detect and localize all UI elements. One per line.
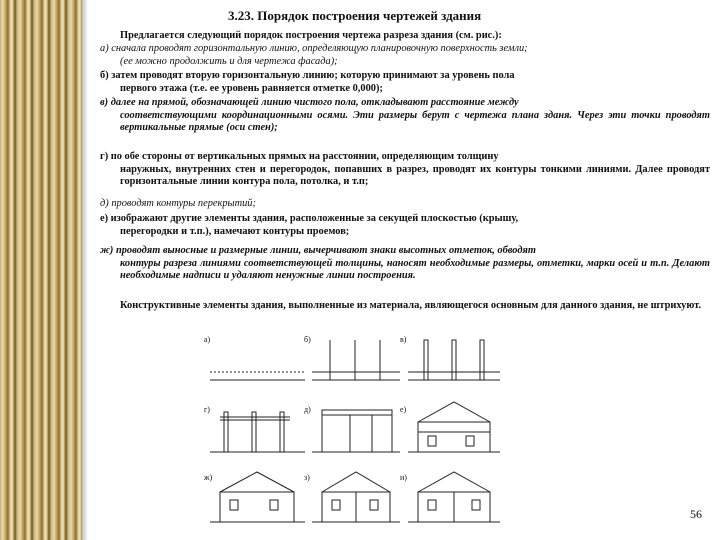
page-number: 56	[690, 507, 702, 521]
fig-label-z: з)	[304, 473, 310, 482]
fig-label-v: в)	[400, 335, 407, 344]
fig-label-zh: ж)	[204, 473, 213, 482]
item-zh: ж) проводят выносные и размерные линии, вычерчивают знаки высотных отметок, обводят контуры разреза линиями соответствующей толщины, наносят необходимые размеры, отметки, марки осей и т.п. Делают необходимые надписи и удаляют ненужные линии построения.	[100, 245, 710, 282]
fig-label-g: г)	[204, 405, 210, 414]
item-v: в) далее на прямой, обозначающей линию чистого пола, откладывают расстояние между соответствующими координационными осями. Эти размеры берут с чертежа плана зданя. Через эти точки проводят вертикальные прямые (оси стен);	[100, 97, 710, 134]
fig-label-a: а)	[204, 335, 211, 344]
intro-text: Предлагается следующий порядок построения чертежа разреза здания (см. рис.):	[120, 30, 502, 41]
slide-content	[100, 0, 712, 540]
item-a: а) сначала проводят горизонтальную линию, определяющую планировочную поверхность земли; (ее можно продолжить и для чертежа фасада);	[100, 43, 528, 67]
item-d: д) проводят контуры перекрытий;	[100, 198, 256, 209]
figure-svg	[200, 332, 590, 532]
decorative-side-border	[0, 0, 82, 540]
item-g: г) по обе стороны от вертикальных прямых на расстоянии, определяющим толщину наружных, внутренних стен и перегородок, попавших в разрез, проводят их контуры тонкими линиями. Далее проводят горизонтальные линии контура пола, потолка, и т.п;	[100, 151, 710, 188]
fig-label-b: б)	[304, 335, 311, 344]
construction-sequence-figure	[200, 332, 590, 532]
fig-label-d: д)	[304, 405, 311, 414]
fig-label-i: и)	[400, 473, 407, 482]
fig-label-e: е)	[400, 405, 407, 414]
page-title: 3.23. Порядок построения чертежей здания	[228, 8, 482, 23]
item-e: е) изображают другие элементы здания, расположенные за секущей плоскостью (крышу, перегородки и т.п.), намечают контуры проемов;	[100, 213, 519, 237]
outro-text: Конструктивные элементы здания, выполненные из материала, являющегося основным для данного здания, не штрихуют.	[120, 300, 702, 311]
item-b: б) затем проводят вторую горизонтальную линию; которую принимают за уровень пола первого этажа (т.е. ее уровень равняется отметке 0,000);	[100, 70, 515, 94]
